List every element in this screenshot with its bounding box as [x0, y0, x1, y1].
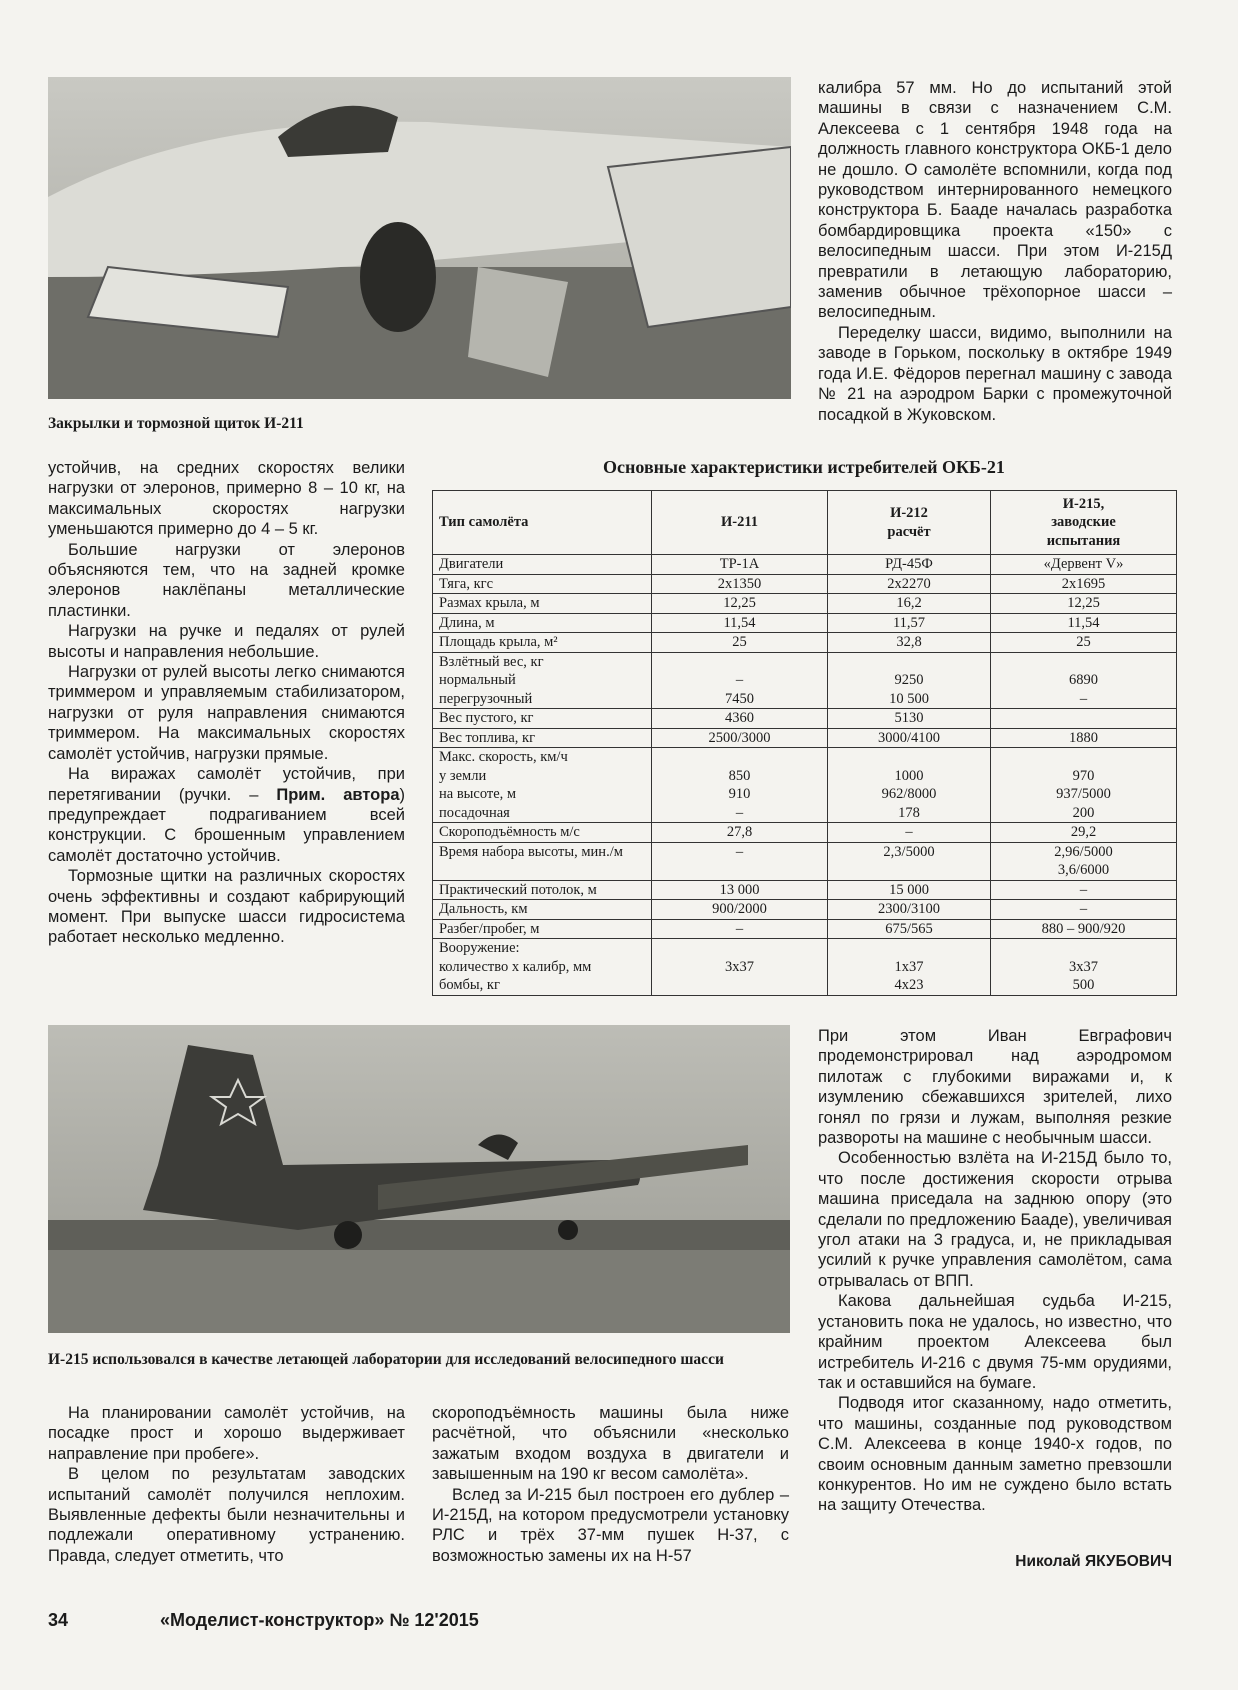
author-note: Прим. автора	[276, 785, 400, 804]
table-cell: 25	[991, 633, 1177, 653]
table-row-label: Вес топлива, кг	[433, 728, 652, 748]
paragraph: устойчив, на средних скоростях велики нагрузки от элеронов, примерно 8 – 10 кг, на максимальных скоростях нагрузки уменьшаются примерно до 4 – 5 кг.	[48, 459, 405, 539]
table-row-label: Размах крыла, м	[433, 594, 652, 614]
table-cell: 12,25	[991, 594, 1177, 614]
table-row	[433, 594, 1177, 614]
table-cell: «Дервент V»	[991, 555, 1177, 575]
table-cell: 2300/3100	[828, 900, 991, 920]
table-row-label: Вооружение: количество х калибр, мм бомбы, кг	[433, 939, 652, 996]
table-cell: 2х1350	[652, 574, 828, 594]
table-cell: –	[652, 842, 828, 880]
table-cell: –	[652, 919, 828, 939]
table-row	[433, 823, 1177, 843]
table-cell: 9250 10 500	[828, 652, 991, 709]
table-row-label: Площадь крыла, м²	[433, 633, 652, 653]
text-column-mid-right	[818, 1026, 1172, 1516]
table-title: Основные характеристики истребителей ОКБ-21	[603, 457, 1005, 477]
photo-caption-2: И-215 использовался в качестве летающей лаборатории для исследований велосипедного шасси	[48, 1351, 724, 1368]
table-row-label: Время набора высоты, мин./м	[433, 842, 652, 880]
table-row	[433, 842, 1177, 880]
paragraph: Нагрузки от рулей высоты легко снимаются триммером и управляемым стабилизатором, нагрузки от руля направления снимаются триммером. На максимальных скоростях самолёт устойчив, нагрузки прямые.	[48, 663, 405, 763]
photo-caption-1: Закрылки и тормозной щиток И-211	[48, 415, 304, 432]
paragraph: Особенностью взлёта на И-215Д было то, что после достижения скорости отрыва машина приседала на заднюю опору (это сделали по предложению Бааде), увеличивая угол атаки на 3 градуса, и, не прикладывая усилий к ручке управления самолётом, сама отрывалась от ВПП.	[818, 1149, 1172, 1290]
paragraph: скороподъёмность машины была ниже расчётной, что объяснили «несколько зажатым входом воздуха в двигатели и завышенным на 190 кг весом самолёта».	[432, 1404, 789, 1484]
table-cell: 25	[652, 633, 828, 653]
table-cell: 4360	[652, 709, 828, 729]
table-cell: 1х37 4х23	[828, 939, 991, 996]
table-cell: –	[991, 900, 1177, 920]
table-row	[433, 574, 1177, 594]
paragraph: Большие нагрузки от элеронов объясняются тем, что на задней кромке элеронов наклёпаны металлические пластинки.	[48, 540, 405, 620]
table-row-label: Взлётный вес, кг нормальный перегрузочный	[433, 652, 652, 709]
table-row	[433, 900, 1177, 920]
table-row-label: Вес пустого, кг	[433, 709, 652, 729]
table-cell: 13 000	[652, 880, 828, 900]
table-cell: 32,8	[828, 633, 991, 653]
text-column-bottom-mid	[432, 1403, 789, 1566]
table-row	[433, 919, 1177, 939]
table-row	[433, 652, 1177, 709]
paragraph: При этом Иван Евграфович продемонстрировал над аэродромом пилотаж с глубокими виражами и, к изумлению сбежавшихся зрителей, лихо гонял по грязи и лужам, выполняя резкие развороты на машине с необычным шасси.	[818, 1027, 1172, 1148]
table-header-cell: И-215, заводские испытания	[991, 491, 1177, 555]
table-cell: 2500/3000	[652, 728, 828, 748]
table-row	[433, 748, 1177, 823]
table-header-cell: Тип самолёта	[433, 491, 652, 555]
table-cell: 1880	[991, 728, 1177, 748]
aircraft-flaps-image	[48, 77, 791, 399]
aircraft-ground-image	[48, 1025, 790, 1333]
table-cell: 5130	[828, 709, 991, 729]
table-cell: 12,25	[652, 594, 828, 614]
table-row	[433, 613, 1177, 633]
table-cell: 850 910 –	[652, 748, 828, 823]
text-span: На виражах самолёт устойчив, при перетягивании (ручки. –	[48, 765, 405, 804]
paragraph: Подводя итог сказанному, надо отметить, что машины, созданные под руководством С.М. Алексеева в конце 1940-х годов, по своим основным данным заметно превзошли конкурентов. Но им не суждено было встать на защиту Отечества.	[818, 1394, 1172, 1515]
table-cell: 3000/4100	[828, 728, 991, 748]
table-cell: 6890 –	[991, 652, 1177, 709]
table-row-label: Практический потолок, м	[433, 880, 652, 900]
table-cell: 11,57	[828, 613, 991, 633]
table-cell: 970 937/5000 200	[991, 748, 1177, 823]
paragraph: Переделку шасси, видимо, выполнили на заводе в Горьком, поскольку в октябре 1949 года И.Е. Фёдоров перегнал машину с завода № 21 на аэродром Барки с промежуточной посадкой в Жуковском.	[818, 323, 1172, 424]
table-cell: 2,96/5000 3,6/6000	[991, 842, 1177, 880]
table-row	[433, 709, 1177, 729]
table-row	[433, 633, 1177, 653]
table-row	[433, 939, 1177, 996]
table-row	[433, 728, 1177, 748]
table-header-cell: И-211	[652, 491, 828, 555]
table-cell: 11,54	[991, 613, 1177, 633]
paragraph: Вслед за И-215 был построен его дублер – И-215Д, на котором предусмотрели установку РЛС и трёх 37-мм пушек Н-37, с возможностью замены их на Н-57	[432, 1485, 789, 1565]
table-cell: –	[991, 880, 1177, 900]
text-column-left	[48, 458, 405, 948]
table-row-label: Дальность, км	[433, 900, 652, 920]
table-cell: РД-45Ф	[828, 555, 991, 575]
table-cell: 15 000	[828, 880, 991, 900]
paragraph: В целом по результатам заводских испытаний самолёт получился неплохим. Выявленные дефекты были незначительны и подлежали оперативному устранению. Правда, следует отметить, что	[48, 1465, 405, 1565]
spec-table	[432, 490, 1177, 996]
paragraph: Нагрузки на ручке и педалях от рулей высоты и направления небольшие.	[48, 622, 405, 661]
paragraph	[48, 764, 405, 866]
table-cell: 1000 962/8000 178	[828, 748, 991, 823]
table-cell: –	[828, 823, 991, 843]
table-cell: 880 – 900/920	[991, 919, 1177, 939]
table-cell: 16,2	[828, 594, 991, 614]
paragraph: Тормозные щитки на различных скоростях очень эффективны и создают кабрирующий момент. При выпуске шасси гидросистема работает несколько медленно.	[48, 867, 405, 947]
table-row	[433, 880, 1177, 900]
table-header-row	[433, 491, 1177, 555]
table-row-label: Скороподъёмность м/с	[433, 823, 652, 843]
table-cell: 11,54	[652, 613, 828, 633]
table-header-cell: И-212 расчёт	[828, 491, 991, 555]
table-cell: 675/565	[828, 919, 991, 939]
text-column-top-right	[818, 78, 1172, 425]
paragraph: На планировании самолёт устойчив, на посадке прост и хорошо выдерживает направление при пробеге».	[48, 1404, 405, 1463]
table-cell: 2х2270	[828, 574, 991, 594]
table-row-label: Тяга, кгс	[433, 574, 652, 594]
text-span: ) предупреждает подрагиванием всей конструкции. С брошенным управлением самолёт достаточно устойчив.	[48, 785, 405, 865]
table-row-label: Длина, м	[433, 613, 652, 633]
table-cell: 2х1695	[991, 574, 1177, 594]
table-cell: – 7450	[652, 652, 828, 709]
table-row-label: Макс. скорость, км/ч у земли на высоте, м посадочная	[433, 748, 652, 823]
text-column-bottom-left	[48, 1403, 405, 1566]
table-row-label: Разбег/пробег, м	[433, 919, 652, 939]
table-cell: 29,2	[991, 823, 1177, 843]
table-cell: 900/2000	[652, 900, 828, 920]
photo-i211-flaps	[48, 77, 791, 399]
page-number: 34	[48, 1610, 69, 1630]
table-cell	[991, 709, 1177, 729]
photo-i215-bicycle-gear	[48, 1025, 790, 1333]
magazine-title: «Моделист-конструктор» № 12'2015	[160, 1610, 479, 1630]
paragraph: Какова дальнейшая судьба И-215, установить пока не удалось, но известно, что крайним проектом Алексеева был истребитель И-216 с двумя 75-мм орудиями, так и оставшийся на бумаге.	[818, 1292, 1172, 1392]
paragraph: калибра 57 мм. Но до испытаний этой машины в связи с назначением С.М. Алексеева с 1 сентября 1948 года на должность главного конструктора ОКБ-1 дело не дошло. О самолёте вспомнили, когда под руководством интернированного немецкого конструктора Б. Бааде началась разработка бомбардировщика проекта «150» с велосипедным шасси. При этом И-215Д превратили в летающую лабораторию, заменив обычное трёхопорное шасси – велосипедным.	[818, 79, 1172, 322]
table-cell: 3х37	[652, 939, 828, 996]
author-signature: Николай ЯКУБОВИЧ	[1015, 1553, 1172, 1570]
table-cell: ТР-1А	[652, 555, 828, 575]
table-row-label: Двигатели	[433, 555, 652, 575]
table-row	[433, 555, 1177, 575]
table-cell: 27,8	[652, 823, 828, 843]
table-cell: 2,3/5000	[828, 842, 991, 880]
table-cell: 3х37 500	[991, 939, 1177, 996]
